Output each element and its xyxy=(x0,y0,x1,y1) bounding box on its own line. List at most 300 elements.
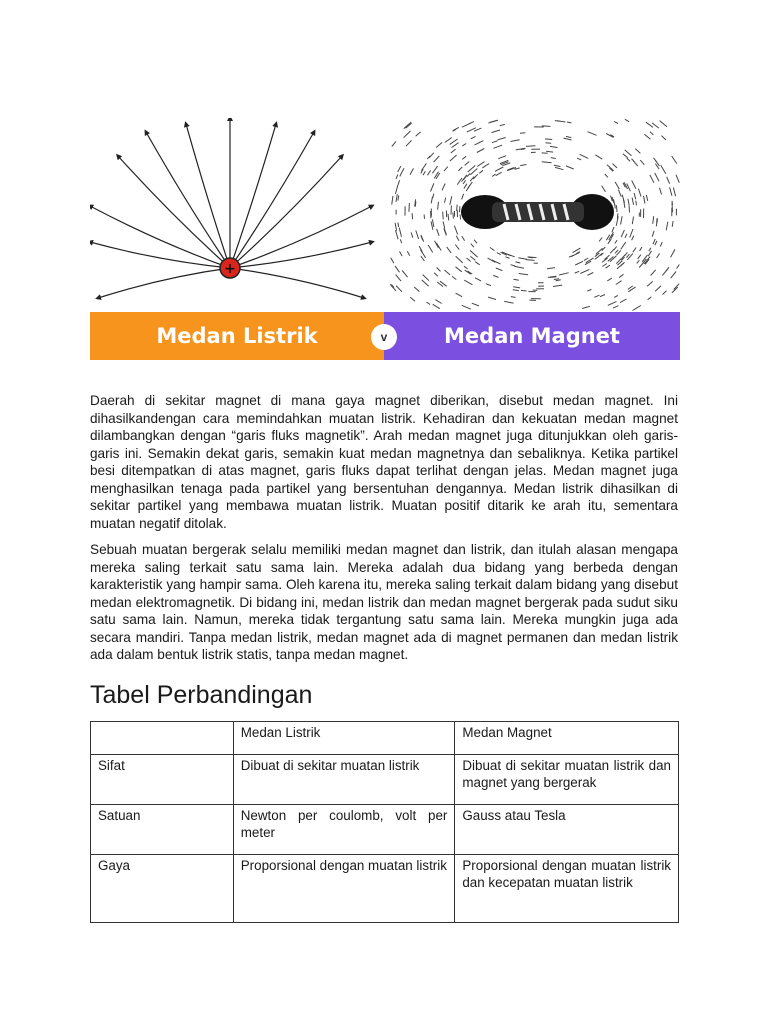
iron-filing xyxy=(435,300,441,304)
iron-filing xyxy=(442,184,445,191)
iron-filing xyxy=(520,133,525,134)
iron-filing xyxy=(396,275,401,282)
iron-filing xyxy=(443,212,444,220)
iron-filing xyxy=(628,287,635,292)
iron-filing xyxy=(660,121,667,127)
iron-filing xyxy=(497,253,501,255)
charge-sign: + xyxy=(224,261,236,277)
header-cell: Medan Listrik xyxy=(233,722,455,755)
iron-filing xyxy=(599,238,602,242)
iron-filing xyxy=(546,151,553,152)
iron-filing xyxy=(433,304,440,308)
iron-filing xyxy=(615,240,617,243)
iron-filing xyxy=(633,248,636,253)
iron-filing xyxy=(556,280,561,281)
iron-filing xyxy=(634,193,636,199)
iron-filing xyxy=(521,149,525,150)
iron-filing xyxy=(567,122,571,123)
iron-filing xyxy=(458,167,462,171)
table-cell: Dibuat di sekitar muatan listrik xyxy=(233,755,455,805)
iron-filing xyxy=(438,202,439,210)
iron-filing xyxy=(605,174,608,177)
field-illustration xyxy=(90,118,680,314)
iron-filing xyxy=(666,222,668,231)
table-cell: Gauss atau Tesla xyxy=(455,805,679,855)
iron-filing xyxy=(588,132,597,136)
iron-filing xyxy=(428,170,431,175)
iron-filing xyxy=(620,299,627,303)
field-line xyxy=(230,206,372,268)
iron-filing xyxy=(677,265,680,269)
row-label: Sifat xyxy=(91,755,234,805)
iron-filing xyxy=(471,244,474,248)
iron-filing xyxy=(398,223,399,227)
iron-filing xyxy=(648,251,651,256)
iron-filing xyxy=(395,223,397,231)
iron-filing xyxy=(526,260,535,261)
iron-filing xyxy=(477,149,485,153)
iron-filing xyxy=(513,290,519,291)
iron-filing xyxy=(463,180,466,184)
iron-filing xyxy=(673,188,675,197)
iron-filing xyxy=(625,119,629,121)
iron-filing xyxy=(423,275,429,281)
iron-filing xyxy=(602,186,606,192)
iron-filing xyxy=(456,256,463,263)
iron-filing xyxy=(444,270,450,275)
iron-filing xyxy=(474,240,477,244)
iron-filing xyxy=(607,278,612,281)
iron-filing xyxy=(671,249,675,257)
iron-filing xyxy=(421,163,426,170)
iron-filing xyxy=(450,155,457,161)
iron-filing xyxy=(619,274,624,277)
iron-filing xyxy=(445,138,452,143)
iron-filing xyxy=(433,194,434,199)
iron-filing xyxy=(606,265,610,268)
iron-filing xyxy=(396,175,398,179)
iron-filing xyxy=(465,162,470,166)
iron-filing xyxy=(457,178,462,185)
table-header-row xyxy=(91,722,679,755)
field-line xyxy=(90,242,230,268)
iron-filing xyxy=(498,138,506,140)
table-cell: Proporsional dengan muatan listrik xyxy=(233,855,455,923)
iron-filing xyxy=(486,284,491,286)
iron-filing xyxy=(632,181,636,189)
iron-filing xyxy=(614,122,618,124)
iron-filing xyxy=(555,167,563,169)
field-line xyxy=(98,268,230,298)
iron-filing xyxy=(676,175,679,183)
versus-badge: v xyxy=(371,324,397,350)
medan-magnet-label: Medan Magnet xyxy=(384,312,680,360)
iron-filing xyxy=(445,198,446,203)
iron-filing xyxy=(613,164,618,168)
iron-filing xyxy=(655,173,659,181)
iron-filing xyxy=(638,255,641,259)
iron-filing xyxy=(516,262,521,263)
iron-filing xyxy=(621,216,623,224)
iron-filing xyxy=(613,306,618,308)
iron-filing xyxy=(625,252,628,255)
iron-filing xyxy=(587,273,593,276)
iron-filing xyxy=(462,194,464,200)
iron-filing xyxy=(542,162,552,163)
iron-filing xyxy=(400,251,403,256)
iron-filing xyxy=(667,177,670,184)
iron-filing xyxy=(426,302,430,305)
iron-filing xyxy=(391,258,394,264)
paragraph-elektromagnetik: Sebuah muatan bergerak selalu memiliki medan magnet dan listrik, dan itulah alasan mengapa mereka saling terkait satu sama lain. Mereka adalah dua bidang yang berbeda dengan karakteristik yang hampir sama. Oleh karena itu, mereka saling terkait dalam bidang yang disebut medan elektromagnetik. Di bidang ini, medan listrik dan medan magnet bergerak pada sudut siku satu sama lain. Namun, mereka tidak tergantung satu sama lain. Mereka mungkin juga ada secara mandiri. Tanpa medan listrik, medan magnet ada di magnet permanen dan medan listrik ada dalam bentuk listrik statis, tanpa medan magnet. xyxy=(90,542,678,662)
iron-filing xyxy=(595,155,602,159)
iron-filing xyxy=(493,145,502,148)
iron-filing xyxy=(464,184,467,189)
iron-filing xyxy=(398,195,399,200)
iron-filing xyxy=(466,185,470,191)
iron-filing xyxy=(652,231,654,237)
iron-filing xyxy=(492,260,501,264)
iron-filing xyxy=(614,296,618,298)
iron-filing xyxy=(526,146,535,147)
table-title: Tabel Perbandingan xyxy=(90,681,313,709)
iron-filing xyxy=(663,291,667,295)
iron-filing xyxy=(617,205,618,212)
iron-filing xyxy=(500,124,505,125)
iron-filing xyxy=(640,160,644,165)
row-label: Satuan xyxy=(91,805,234,855)
iron-filing xyxy=(575,271,580,273)
iron-filing xyxy=(550,146,558,147)
iron-filing xyxy=(670,187,672,195)
iron-filing xyxy=(555,121,560,122)
table-cell: Dibuat di sekitar muatan listrik dan magnet yang bergerak xyxy=(455,755,679,805)
field-line xyxy=(230,156,342,268)
iron-filing xyxy=(603,264,607,267)
iron-filing xyxy=(410,297,415,301)
iron-filing xyxy=(511,297,516,298)
iron-filing xyxy=(644,134,650,139)
iron-filing xyxy=(398,180,400,185)
iron-filing xyxy=(639,262,644,268)
iron-filing xyxy=(455,245,459,250)
iron-filing xyxy=(475,278,481,281)
iron-filing xyxy=(671,272,676,279)
iron-filing xyxy=(437,229,440,236)
iron-filing xyxy=(488,258,496,262)
iron-filing xyxy=(410,168,414,174)
iron-filing xyxy=(672,201,673,205)
iron-filing xyxy=(566,166,574,169)
iron-filing xyxy=(470,256,475,260)
iron-filing xyxy=(448,214,449,221)
iron-filing xyxy=(612,227,614,232)
iron-filing xyxy=(450,196,452,204)
iron-filing xyxy=(431,183,434,191)
iron-filing xyxy=(444,167,448,172)
iron-filing xyxy=(396,230,399,239)
iron-filing xyxy=(504,301,513,303)
iron-filing xyxy=(660,188,662,195)
iron-filing xyxy=(627,254,632,260)
iron-filing xyxy=(528,257,537,258)
bar-magnet-icon xyxy=(461,194,614,230)
iron-filing xyxy=(400,239,401,243)
iron-filing xyxy=(422,280,429,286)
iron-filing xyxy=(632,217,633,225)
iron-filing xyxy=(657,218,658,223)
iron-filing xyxy=(511,140,520,142)
iron-filing xyxy=(614,199,615,205)
iron-filing xyxy=(649,248,651,252)
iron-filing xyxy=(638,189,641,197)
iron-filing xyxy=(492,130,501,133)
iron-filing xyxy=(498,156,506,159)
iron-filing xyxy=(462,305,471,309)
iron-filing xyxy=(662,269,668,276)
iron-filing xyxy=(511,265,516,266)
iron-filing xyxy=(398,166,401,172)
iron-filing xyxy=(462,175,467,182)
iron-filing xyxy=(520,165,526,166)
iron-filing xyxy=(396,194,397,202)
iron-filing xyxy=(467,258,471,262)
iron-filing xyxy=(404,122,412,129)
iron-filing xyxy=(660,242,662,246)
iron-filing xyxy=(661,165,666,174)
iron-filing xyxy=(646,122,653,127)
iron-filing xyxy=(452,276,456,279)
iron-filing xyxy=(582,306,590,308)
iron-filing xyxy=(651,270,656,276)
iron-filing xyxy=(488,297,496,299)
row-label: Gaya xyxy=(91,855,234,923)
iron-filing xyxy=(628,199,629,206)
iron-filing xyxy=(545,139,552,140)
iron-filing xyxy=(615,182,619,189)
iron-filing xyxy=(407,251,410,256)
iron-filing xyxy=(434,156,440,162)
iron-filing xyxy=(625,150,632,156)
iron-filing xyxy=(653,239,655,244)
iron-filing xyxy=(429,153,434,158)
iron-filing xyxy=(575,261,583,265)
iron-filing xyxy=(644,196,646,204)
iron-filing xyxy=(402,270,408,277)
field-line xyxy=(230,242,372,268)
iron-filing xyxy=(495,167,503,171)
iron-filing xyxy=(621,262,625,266)
iron-filing xyxy=(432,219,433,227)
iron-filing xyxy=(452,143,459,148)
iron-filing xyxy=(390,284,396,291)
iron-filing xyxy=(672,156,677,164)
iron-filing xyxy=(462,144,466,146)
iron-filing xyxy=(482,164,489,168)
iron-filing xyxy=(470,251,478,258)
iron-filing xyxy=(464,266,468,269)
iron-filing xyxy=(587,289,591,291)
iron-filing xyxy=(454,226,457,235)
iron-filing xyxy=(657,254,660,259)
iron-filing xyxy=(559,273,569,275)
iron-filing xyxy=(428,245,433,253)
iron-filing xyxy=(621,242,626,249)
iron-filing xyxy=(436,243,441,251)
iron-filing xyxy=(395,185,398,194)
iron-filing xyxy=(392,196,393,205)
iron-filing xyxy=(618,190,621,197)
field-line xyxy=(186,124,230,268)
iron-filing xyxy=(637,260,640,263)
iron-filing xyxy=(580,154,589,158)
iron-filing xyxy=(475,141,484,145)
iron-filing xyxy=(406,140,412,146)
iron-filing xyxy=(496,172,502,176)
iron-filing xyxy=(493,275,498,277)
iron-filing xyxy=(640,247,642,251)
iron-filing xyxy=(409,203,410,212)
iron-filing xyxy=(547,268,555,269)
iron-filing xyxy=(580,269,589,273)
field-line xyxy=(118,156,230,268)
iron-filing xyxy=(632,236,634,241)
iron-filing xyxy=(453,127,459,130)
iron-filing xyxy=(456,236,459,241)
iron-filing xyxy=(460,215,461,220)
comparison-banner xyxy=(90,118,680,362)
iron-filing xyxy=(443,222,445,229)
header-cell: Medan Magnet xyxy=(455,722,679,755)
iron-filing xyxy=(416,231,419,239)
iron-filing xyxy=(566,136,571,137)
iron-filing xyxy=(623,154,628,158)
iron-filing xyxy=(513,287,520,288)
iron-filing xyxy=(396,286,402,292)
iron-filing xyxy=(655,241,657,245)
iron-filing xyxy=(519,274,528,275)
iron-filing xyxy=(650,175,654,183)
iron-filing xyxy=(635,149,640,154)
iron-filing xyxy=(610,249,614,253)
medan-listrik-label: Medan Listrik xyxy=(90,312,384,360)
iron-filing xyxy=(514,266,524,268)
iron-filing xyxy=(614,247,617,250)
iron-filing xyxy=(625,234,627,238)
iron-filing xyxy=(404,131,411,138)
iron-filing xyxy=(650,132,654,135)
iron-filing xyxy=(521,290,527,291)
iron-filing xyxy=(488,120,497,123)
iron-filing xyxy=(518,258,527,260)
iron-filing xyxy=(600,295,605,297)
iron-filing xyxy=(392,141,396,146)
iron-filing xyxy=(421,256,425,261)
iron-filing xyxy=(411,232,413,237)
iron-filing xyxy=(414,287,419,292)
iron-filing xyxy=(479,170,483,173)
iron-filing xyxy=(615,250,618,254)
iron-filing xyxy=(554,165,561,167)
iron-filing xyxy=(464,280,472,285)
iron-filing xyxy=(514,279,519,280)
iron-filing xyxy=(648,297,652,300)
iron-filing xyxy=(594,295,599,297)
field-line xyxy=(230,268,364,298)
iron-filing xyxy=(608,301,617,305)
table-cell: Newton per coulomb, volt per meter xyxy=(233,805,455,855)
header-cell xyxy=(91,722,234,755)
iron-filing xyxy=(627,158,630,161)
iron-filing xyxy=(434,273,438,277)
iron-filing xyxy=(633,306,641,311)
iron-filing xyxy=(423,171,425,175)
iron-filing xyxy=(471,136,476,138)
table-row xyxy=(91,755,679,805)
iron-filing xyxy=(462,156,466,159)
iron-filing xyxy=(632,198,634,205)
iron-filing xyxy=(626,254,629,258)
iron-filing xyxy=(400,168,404,176)
iron-filing xyxy=(616,281,622,285)
iron-filing xyxy=(451,149,456,153)
iron-filing xyxy=(564,138,572,140)
iron-filing xyxy=(632,159,635,162)
iron-filing xyxy=(462,236,465,241)
iron-filing xyxy=(554,279,559,280)
iron-filing xyxy=(467,174,470,177)
table-row xyxy=(91,805,679,855)
paragraph-medan-magnet: Daerah di sekitar magnet di mana gaya magnet diberikan, disebut medan magnet. Ini dihasilkandengan cara memindahkan muatan listrik. Kehadiran dan kekuatan medan magnet dilambangkan dengan “garis fluks magnetik”. Arah medan magnet juga ditunjukkan oleh garis-garis ini. Semakin dekat garis, semakin kuat medan magnetnya dan sebaliknya. Ketika partikel besi ditempatkan di atas magnet, garis fluks dapat terlihat dengan jelas. Medan magnet juga menghasilkan tenaga pada partikel yang bersentuhan dengannya. Medan listrik dihasilkan di sekitar partikel yang membawa muatan listrik. Muatan positif ditarik ke arah itu, sementara muatan negatif ditolak. xyxy=(90,393,678,531)
iron-filing xyxy=(492,141,498,143)
table-cell: Proporsional dengan muatan listrik dan kecepatan muatan listrik xyxy=(455,855,679,923)
iron-filing xyxy=(630,229,633,238)
iron-filing xyxy=(672,221,673,227)
iron-filing xyxy=(432,166,437,173)
iron-filing xyxy=(546,143,552,144)
iron-filing xyxy=(456,267,462,272)
iron-filing xyxy=(395,266,400,272)
iron-filing xyxy=(475,262,480,265)
iron-filing xyxy=(553,285,562,286)
iron-filing xyxy=(492,174,495,176)
iron-filing xyxy=(662,136,667,140)
iron-filing xyxy=(436,142,442,147)
iron-filing xyxy=(399,228,401,237)
iron-filing xyxy=(653,216,654,224)
iron-filing xyxy=(477,162,484,167)
positive-charge-icon xyxy=(220,258,240,278)
iron-filing xyxy=(447,247,452,253)
iron-filing xyxy=(577,158,581,160)
iron-filing xyxy=(472,303,479,306)
iron-filing xyxy=(490,247,495,250)
iron-filing xyxy=(636,201,637,206)
iron-filing xyxy=(434,172,438,179)
comparison-table xyxy=(90,721,679,923)
iron-filing xyxy=(551,158,556,159)
iron-filing xyxy=(655,286,661,291)
iron-filing xyxy=(607,165,614,171)
iron-filing xyxy=(621,230,624,237)
iron-filing xyxy=(584,258,588,261)
iron-filing xyxy=(647,281,653,286)
iron-filing xyxy=(437,268,441,272)
table-row xyxy=(91,855,679,923)
iron-filing xyxy=(462,123,471,127)
iron-filing xyxy=(453,213,454,219)
iron-filing xyxy=(542,126,551,127)
